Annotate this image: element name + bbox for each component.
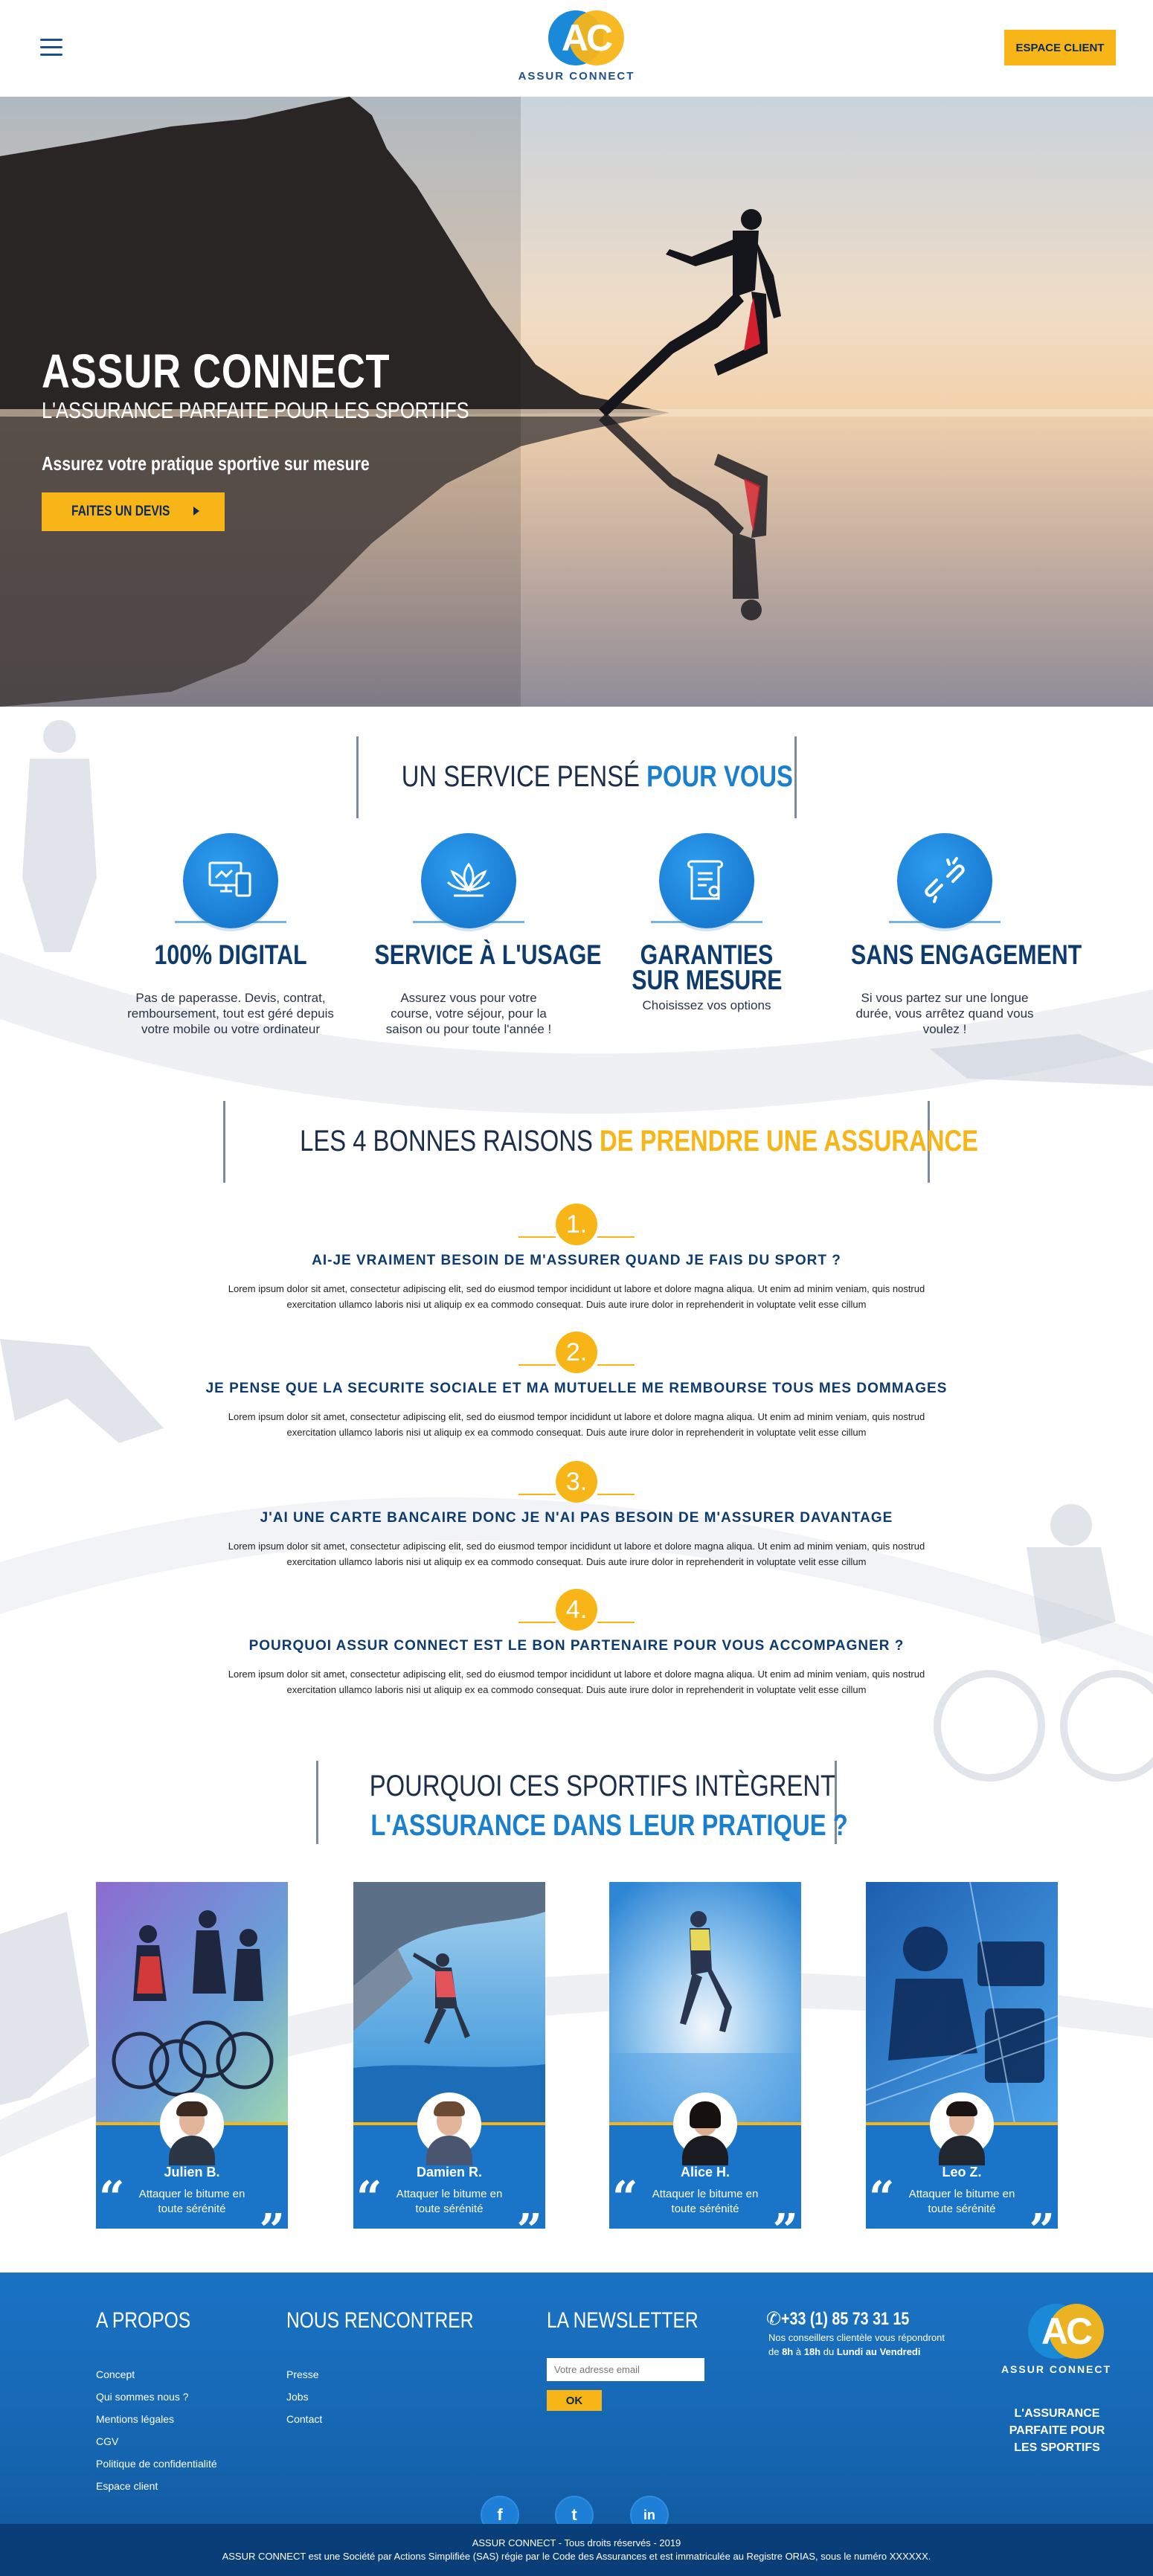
footer-newsletter-title: LA NEWSLETTER	[547, 2308, 698, 2333]
reason-text: Lorem ipsum dolor sit amet, consectetur adipiscing elit, sed do eiusmod tempor incididunt ut labore et dolore magna aliqua. Ut enim ad minim veniam, quis nostrud exercitation ullamco laboris nisi ut aliquip ex ea commodo consequat. Duis aute irure dolor in reprehenderit in voluptate velit esse cillum	[228, 1411, 925, 1438]
feature-service-usage	[350, 833, 602, 1037]
newsletter-ok-button[interactable]: OK	[547, 2390, 602, 2411]
testimonials-title: POURQUOI CES SPORTIFS INTÈGRENT L'ASSURANCE DANS LEUR PRATIQUE ?	[316, 1761, 837, 1844]
certificate-icon	[659, 833, 754, 928]
quote-open-icon: “	[356, 2172, 382, 2224]
feature-digital	[112, 833, 350, 1037]
footer-logo[interactable]	[997, 2302, 1116, 2375]
hero-tagline: Assurez votre pratique sportive sur mesure	[42, 452, 370, 475]
footer-hours: Nos conseillers clientèle vous répondront de 8h à 18h du Lundi au Vendredi	[768, 2332, 945, 2357]
footer-link-contact[interactable]: Contact	[286, 2413, 323, 2425]
footer-tagline: L'ASSURANCE PARFAITE POUR LES SPORTIFS	[1009, 2407, 1105, 2454]
reason-number: 4.	[556, 1589, 597, 1631]
hero-title: ASSUR CONNECT	[42, 344, 391, 398]
feature-text: Choisissez vos options	[642, 998, 771, 1012]
reason-text: Lorem ipsum dolor sit amet, consectetur adipiscing elit, sed do eiusmod tempor incididunt ut labore et dolore magna aliqua. Ut enim ad minim veniam, quis nostrud exercitation ullamco laboris nisi ut aliquip ex ea commodo consequat. Duis aute irure dolor in reprehenderit in voluptate velit esse cillum	[228, 1283, 925, 1310]
footer-meet-links	[286, 2363, 322, 2430]
reason-text: Lorem ipsum dolor sit amet, consectetur adipiscing elit, sed do eiusmod tempor incididunt ut labore et dolore magna aliqua. Ut enim ad minim veniam, quis nostrud exercitation ullamco laboris nisi ut aliquip ex ea commodo consequat. Duis aute irure dolor in reprehenderit in voluptate velit esse cillum	[228, 1541, 925, 1567]
copyright-text: ASSUR CONNECT - Tous droits réservés - 2019	[472, 2537, 681, 2548]
card-text: Attaquer le bitume en toute sérénité	[652, 2188, 759, 2215]
footer-link-qui-sommes-nous[interactable]: Qui sommes nous ?	[96, 2391, 189, 2403]
quote-close-icon: ”	[772, 2205, 798, 2257]
reason-number: 1.	[556, 1204, 597, 1245]
testimonial-card[interactable]	[353, 1882, 545, 2257]
feature-sans-engagement	[826, 833, 1082, 1037]
reason-number: 3.	[556, 1461, 597, 1503]
card-photo-racing	[866, 1882, 1058, 2124]
hero-banner	[0, 97, 1153, 707]
card-name: Damien R.	[416, 2165, 483, 2180]
reason-item	[171, 1461, 982, 1570]
quote-close-icon: ”	[259, 2205, 285, 2257]
logo-mark	[1010, 2302, 1102, 2362]
menu-icon[interactable]	[40, 39, 62, 58]
card-name: Alice H.	[680, 2165, 730, 2180]
footer-phone[interactable]: ✆+33 (1) 85 73 31 15	[766, 2309, 910, 2329]
quote-open-icon: “	[869, 2172, 895, 2224]
reason-title: JE PENSE QUE LA SECURITE SOCIALE ET MA MUTUELLE ME REMBOURSE TOUS MES DOMMAGES	[205, 1381, 948, 1396]
avatar	[417, 2092, 481, 2156]
feature-title: SERVICE À L'USAGE	[374, 939, 602, 970]
legal-text: ASSUR CONNECT est une Société par Actions Simplifiée (SAS) régie par le Code des Assurances et est immatriculée au Registre ORIAS, sous le numéro XXXXXX.	[222, 2551, 931, 2562]
espace-client-button[interactable]: ESPACE CLIENT	[1004, 30, 1116, 65]
testimonial-card[interactable]	[866, 1882, 1058, 2257]
reason-title: J'AI UNE CARTE BANCAIRE DONC JE N'AI PAS BESOIN DE M'ASSURER DAVANTAGE	[260, 1510, 893, 1526]
card-text: Attaquer le bitume en toute sérénité	[396, 2188, 503, 2215]
reason-item	[171, 1332, 982, 1440]
quote-close-icon: ”	[516, 2205, 542, 2257]
footer-link-presse[interactable]: Presse	[286, 2368, 319, 2380]
logo-letters: AC	[1041, 2310, 1091, 2352]
footer-bottom-bar	[0, 2524, 1153, 2576]
feature-title: 100% DIGITAL	[154, 939, 307, 970]
card-photo-running	[609, 1882, 801, 2124]
lotus-icon	[421, 833, 516, 928]
card-text: Attaquer le bitume en toute sérénité	[908, 2188, 1015, 2215]
reason-item	[171, 1589, 982, 1697]
footer-about-title: A PROPOS	[96, 2308, 191, 2333]
devices-icon	[183, 833, 278, 928]
faites-un-devis-button[interactable]: FAITES UN DEVIS	[42, 492, 225, 531]
broken-link-icon	[897, 833, 992, 928]
newsletter-email-input[interactable]	[547, 2358, 704, 2381]
footer-link-cgv[interactable]: CGV	[96, 2435, 119, 2447]
logo-mark	[530, 9, 623, 68]
facebook-icon[interactable]: f	[482, 2497, 518, 2533]
feature-title: GARANTIES SUR MESURE	[631, 939, 783, 995]
site-logo[interactable]	[513, 9, 640, 89]
footer-link-politique[interactable]: Politique de confidentialité	[96, 2458, 217, 2470]
feature-title: SANS ENGAGEMENT	[851, 939, 1082, 970]
quote-open-icon: “	[612, 2172, 638, 2224]
footer-about-links	[96, 2363, 217, 2497]
reason-item	[171, 1204, 982, 1312]
reason-title: POURQUOI ASSUR CONNECT EST LE BON PARTENAIRE POUR VOUS ACCOMPAGNER ?	[248, 1638, 905, 1654]
quote-open-icon: “	[99, 2172, 125, 2224]
avatar	[673, 2092, 737, 2156]
feature-text: Si vous partez sur une longue durée, vous arrêtez quand vous voulez !	[855, 991, 1034, 1036]
footer-link-concept[interactable]: Concept	[96, 2368, 135, 2380]
footer-link-jobs[interactable]: Jobs	[286, 2391, 309, 2403]
reason-number: 2.	[556, 1332, 597, 1373]
footer-link-mentions-legales[interactable]: Mentions légales	[96, 2413, 175, 2425]
logo-text: ASSUR CONNECT	[518, 70, 635, 83]
footer-meet-title: NOUS RENCONTRER	[286, 2308, 474, 2333]
card-photo-climbing	[353, 1882, 545, 2124]
site-header	[0, 0, 1153, 97]
logo-text: ASSUR CONNECT	[1001, 2363, 1112, 2375]
logo-letters: AC	[561, 17, 611, 59]
arrow-right-icon	[193, 507, 199, 515]
reason-text: Lorem ipsum dolor sit amet, consectetur adipiscing elit, sed do eiusmod tempor incididunt ut labore et dolore magna aliqua. Ut enim ad minim veniam, quis nostrud exercitation ullamco laboris nisi ut aliquip ex ea commodo consequat. Duis aute irure dolor in reprehenderit in voluptate velit esse cillum	[228, 1668, 925, 1695]
reason-title: AI-JE VRAIMENT BESOIN DE M'ASSURER QUAND JE FAIS DU SPORT ?	[312, 1253, 841, 1268]
service-title: UN SERVICE PENSÉ POUR VOUS	[356, 736, 797, 818]
quote-close-icon: ”	[1029, 2205, 1055, 2257]
reasons-title: LES 4 BONNES RAISONS DE PRENDRE UNE ASSURANCE	[223, 1101, 930, 1183]
testimonial-card[interactable]	[609, 1882, 801, 2257]
card-text: Attaquer le bitume en toute sérénité	[138, 2188, 245, 2215]
linkedin-icon[interactable]: in	[632, 2497, 667, 2533]
feature-text: Pas de paperasse. Devis, contrat, remboursement, tout est géré depuis votre mobile ou votre ordinateur	[127, 991, 334, 1036]
phone-icon: ✆	[766, 2309, 782, 2329]
feature-garanties	[588, 833, 826, 1013]
card-name: Leo Z.	[942, 2165, 982, 2180]
avatar	[930, 2092, 994, 2156]
testimonial-card[interactable]	[96, 1882, 288, 2257]
card-photo-cycling	[96, 1882, 288, 2124]
card-name: Julien B.	[164, 2165, 220, 2180]
avatar	[160, 2092, 224, 2156]
twitter-icon[interactable]: t	[556, 2497, 592, 2533]
feature-text: Assurez vous pour votre course, votre séjour, pour la saison ou pour toute l'année !	[385, 991, 552, 1036]
footer-link-espace-client[interactable]: Espace client	[96, 2480, 158, 2492]
hero-subtitle: L'ASSURANCE PARFAITE POUR LES SPORTIFS	[42, 397, 469, 423]
